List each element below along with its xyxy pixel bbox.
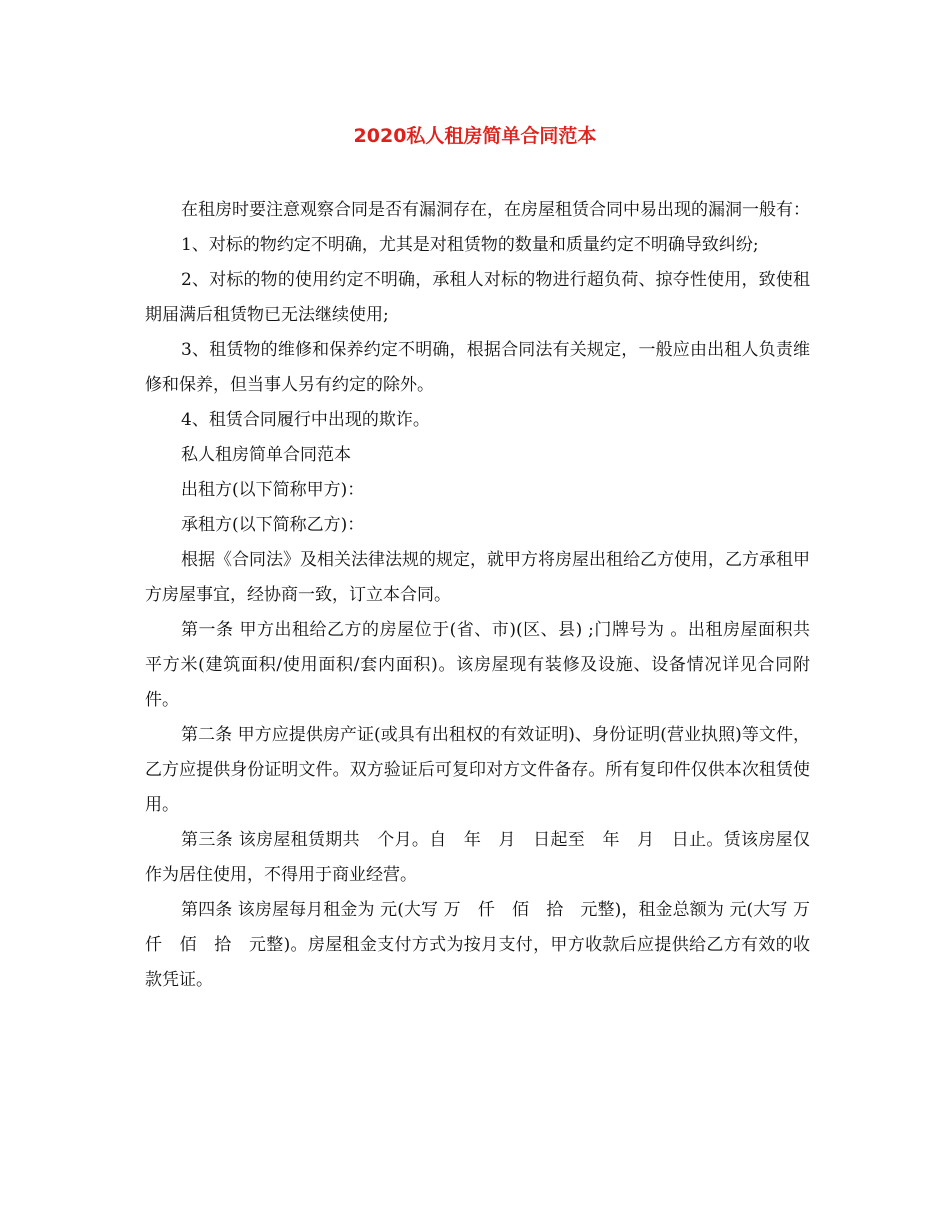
paragraph-article-4: 第四条 该房屋每月租金为 元(大写 万 仟 佰 拾 元整)，租金总额为 元(大写 万 仟 佰 拾 元整)。房屋租金支付方式为按月支付，甲方收款后应提供给乙方有效的收款凭证。: [145, 900, 827, 990]
paragraph-article-1: 第一条 甲方出租给乙方的房屋位于(省、市)(区、县) ;门牌号为 。出租房屋面积共 平方米(建筑面积/使用面积/套内面积)。该房屋现有装修及设施、设备情况详见合同附件。: [145, 620, 810, 710]
paragraph-lessee: 承租方(以下简称乙方)：: [181, 515, 365, 535]
paragraph-article-2: 第二条 甲方应提供房产证(或具有出租权的有效证明)、身份证明(营业执照)等文件，乙方应提供身份证明文件。双方验证后可复印对方文件备存。所有复印件仅供本次租赁使用。: [145, 725, 810, 815]
paragraph-contract-heading: 私人租房简单合同范本: [181, 445, 351, 465]
paragraph-loophole-1: 1、对标的物约定不明确，尤其是对租赁物的数量和质量约定不明确导致纠纷;: [181, 235, 759, 255]
paragraph-intro: 在租房时要注意观察合同是否有漏洞存在，在房屋租赁合同中易出现的漏洞一般有：: [181, 200, 810, 220]
paragraph-loophole-3: 3、租赁物的维修和保养约定不明确，根据合同法有关规定，一般应由出租人负责维修和保养，但当事人另有约定的除外。: [145, 340, 810, 395]
paragraph-loophole-4: 4、租赁合同履行中出现的欺诈。: [181, 410, 430, 430]
paragraph-lessor: 出租方(以下简称甲方)：: [181, 480, 365, 500]
document-body: [145, 193, 827, 998]
paragraph-preamble: 根据《合同法》及相关法律法规的规定，就甲方将房屋出租给乙方使用，乙方承租甲方房屋事宜，经协商一致，订立本合同。: [145, 550, 810, 605]
paragraph-article-3: 第三条 该房屋租赁期共 个月。自 年 月 日起至 年 月 日止。赁该房屋仅作为居住使用，不得用于商业经营。: [145, 830, 810, 885]
paragraph-loophole-2: 2、对标的物的使用约定不明确，承租人对标的物进行超负荷、掠夺性使用，致使租期届满后租赁物已无法继续使用;: [145, 270, 810, 325]
document-title: 2020私人租房简单合同范本: [353, 125, 597, 147]
